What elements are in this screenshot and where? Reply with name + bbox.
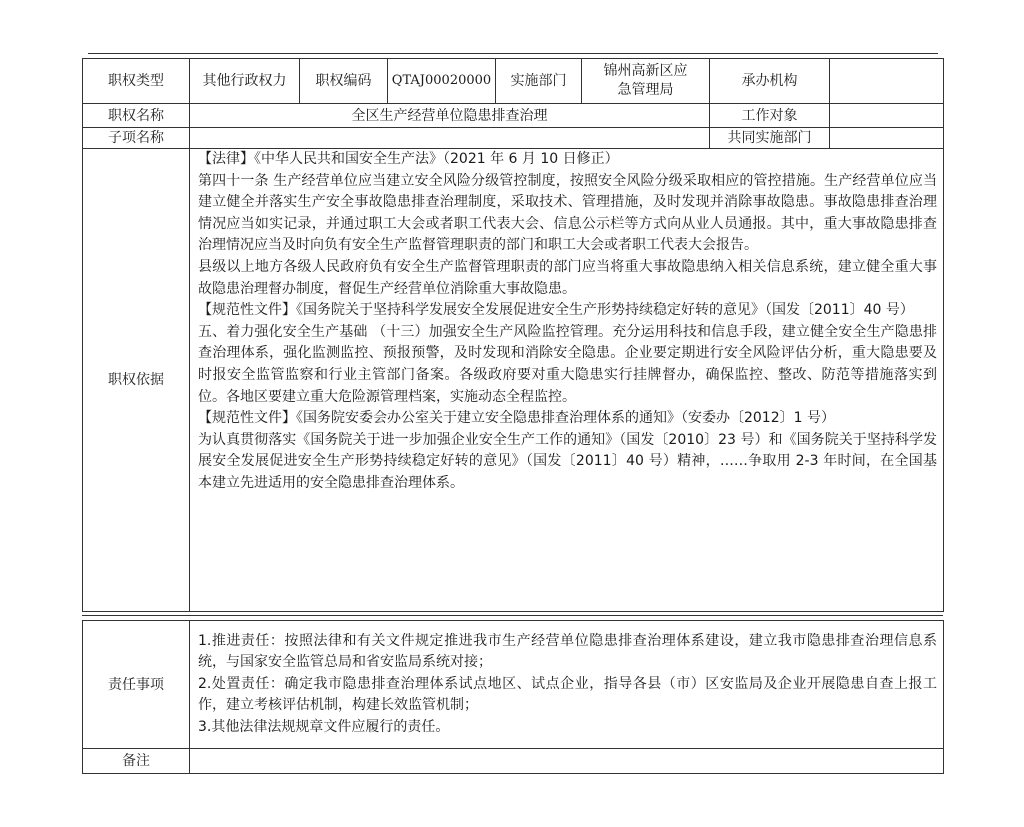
- header-row: [83, 59, 944, 104]
- responsibility-item: 2.处置责任：确定我市隐患排查治理体系试点地区、试点企业，指导各县（市）区安监局及企业开展隐患自查上报工作，建立考核评估机制，构建长效监管机制；: [198, 675, 937, 714]
- org-value: [830, 59, 944, 104]
- target-value: [830, 104, 944, 128]
- target-label: 工作对象: [710, 104, 830, 128]
- basis-paragraph: 【法律】《中华人民共和国安全生产法》（2021 年 6 月 10 日修正）: [198, 151, 619, 167]
- responsibility-label: 责任事项: [83, 621, 190, 749]
- type-label: 职权类型: [83, 59, 190, 104]
- dept-value: [582, 59, 710, 104]
- joint-label: 共同实施部门: [710, 128, 830, 149]
- remark-row: [83, 749, 944, 774]
- basis-content: [190, 149, 944, 612]
- power-info-table: [82, 58, 944, 612]
- basis-paragraph: 【规范性文件】《国务院关于坚持科学发展安全发展促进安全生产形势持续稳定好转的意见》（国发〔2011〕40 号）: [198, 302, 914, 319]
- type-value: 其他行政权力: [190, 59, 300, 104]
- responsibility-item: 1.推进责任：按照法律和有关文件规定推进我市生产经营单位隐患排查治理体系建设，建立我市隐患排查治理信息系统，与国家安全监管总局和省安监局系统对接；: [198, 632, 937, 671]
- responsibility-item: 3.其他法律法规规章文件应履行的责任。: [198, 718, 450, 735]
- top-rule: [88, 53, 938, 54]
- responsibility-table: [82, 620, 944, 774]
- dept-label: 实施部门: [496, 59, 582, 104]
- basis-paragraph: 为认真贯彻落实《国务院关于进一步加强企业安全生产工作的通知》（国发〔2010〕23 号）和《国务院关于坚持科学发展安全发展促进安全生产形势持续稳定好转的意见》（国发〔2011〕40 号）精神，……争取用 2-3 年时间，在全国基本建立先进适用的安全隐患排查治理体系。: [198, 431, 937, 491]
- basis-paragraph: 第四十一条 生产经营单位应当建立安全风险分级管控制度，按照安全风险分级采取相应的管控措施。生产经营单位应当建立健全并落实生产安全事故隐患排查治理制度，采取技术、管理措施，及时发现并消除事故隐患。事故隐患排查治理情况应当如实记录，并通过职工大会或者职工代表大会、信息公示栏等方式向从业人员通报。其中，重大事故隐患排查治理情况应当及时向负有安全生产监督管理职责的部门和职工大会或者职工代表大会报告。: [198, 172, 937, 254]
- sub-value: [190, 128, 710, 149]
- remark-label: 备注: [83, 749, 190, 774]
- basis-paragraph: 五、着力强化安全生产基础 （十三）加强安全生产风险监控管理。充分运用科技和信息手段，建立健全安全生产隐患排查治理体系，强化监测监控、预报预警，及时发现和消除安全隐患。企业要定期进行安全风险评估分析，重大隐患要及时报安全监管监察和行业主管部门备案。各级政府要对重大隐患实行挂牌督办，确保监控、整改、防范等措施落实到位。各地区要建立重大危险源管理档案，实施动态全程监控。: [198, 323, 937, 405]
- joint-value: [830, 128, 944, 149]
- name-label: 职权名称: [83, 104, 190, 128]
- dept-value-line1: 锦州高新区应: [603, 63, 688, 79]
- code-value: QTAJ00020000: [388, 59, 496, 104]
- dept-value-line2: 急管理局: [617, 82, 674, 98]
- section-divider: [82, 615, 943, 616]
- sub-label: 子项名称: [83, 128, 190, 149]
- basis-row: [83, 149, 944, 612]
- org-label: 承办机构: [710, 59, 830, 104]
- basis-paragraph: 县级以上地方各级人民政府负有安全生产监督管理职责的部门应当将重大事故隐患纳入相关信息系统，建立健全重大事故隐患治理督办制度，督促生产经营单位消除重大事故隐患。: [198, 258, 937, 297]
- responsibility-row: [83, 621, 944, 749]
- code-label: 职权编码: [300, 59, 388, 104]
- remark-value: [190, 749, 944, 774]
- name-value: 全区生产经营单位隐患排查治理: [190, 104, 710, 128]
- sub-row: [83, 128, 944, 149]
- responsibility-content: [190, 621, 944, 749]
- basis-label: 职权依据: [83, 149, 190, 612]
- name-row: [83, 104, 944, 128]
- basis-paragraph: 【规范性文件】《国务院安委会办公室关于建立安全隐患排查治理体系的通知》（安委办〔2012〕1 号）: [198, 410, 835, 427]
